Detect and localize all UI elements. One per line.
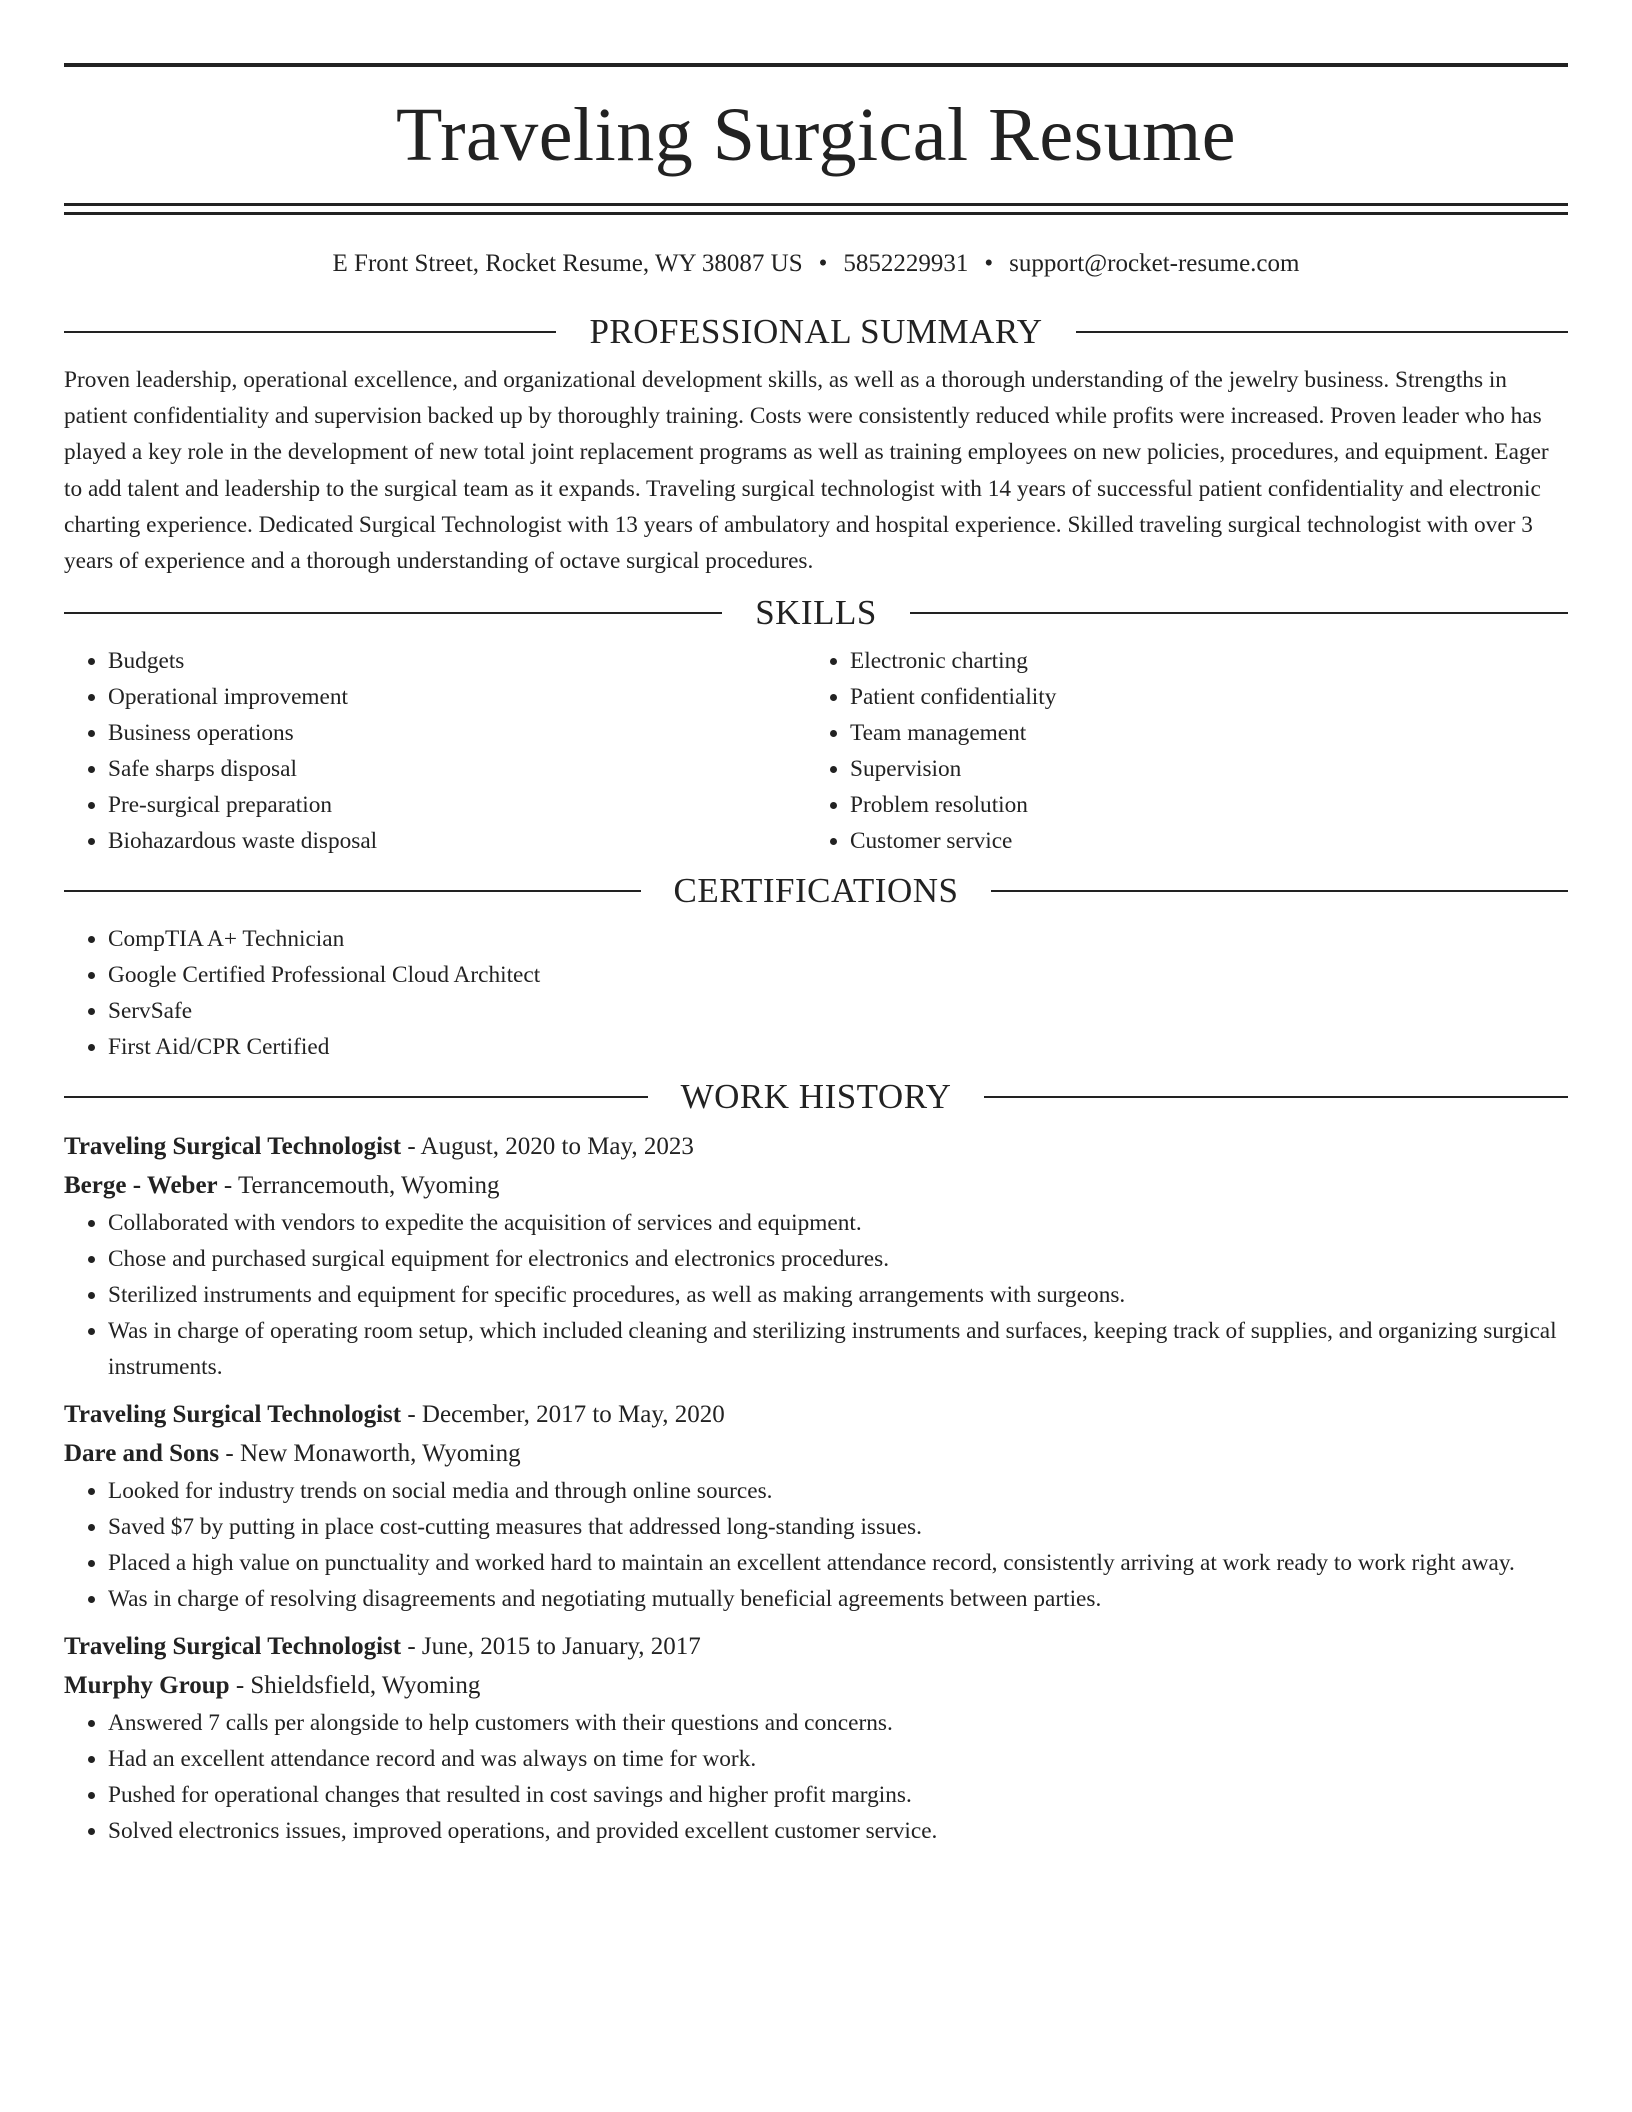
work-section-header [64, 1077, 1568, 1117]
contact-separator: • [984, 250, 994, 277]
job-duty-item: • Looked for industry trends on social media and through online sources. [108, 1473, 1568, 1509]
job-title-line [64, 1395, 1568, 1434]
skill-item: • Business operations [108, 715, 806, 751]
job-location: - Terrancemouth, Wyoming [217, 1172, 500, 1200]
skill-item: • Supervision [850, 751, 1548, 787]
job-title: Traveling Surgical Technologist [64, 1401, 402, 1429]
job-entry [64, 1395, 1568, 1617]
skill-item: • Pre-surgical preparation [108, 787, 806, 823]
skills-column-left [64, 643, 806, 859]
job-duty-item: • Was in charge of resolving disagreements and negotiating mutually beneficial agreements between parties. [108, 1581, 1568, 1617]
skill-item: • Customer service [850, 823, 1548, 859]
certification-item: • CompTIA A+ Technician [108, 921, 1568, 957]
certification-item: • Google Certified Professional Cloud Architect [108, 957, 1568, 993]
job-company-line [64, 1434, 1568, 1473]
job-duties [64, 1473, 1568, 1617]
job-duty-item: • Sterilized instruments and equipment for specific procedures, as well as making arrangements with surgeons. [108, 1277, 1568, 1313]
job-company: Dare and Sons [64, 1440, 220, 1468]
section-divider-right [910, 612, 1568, 614]
summary-heading: PROFESSIONAL SUMMARY [589, 312, 1043, 351]
certifications-heading: CERTIFICATIONS [673, 871, 959, 911]
section-divider-left [64, 331, 556, 333]
skill-item: • Operational improvement [108, 679, 806, 715]
job-title: Traveling Surgical Technologist [64, 1633, 402, 1661]
work-heading: WORK HISTORY [680, 1077, 952, 1117]
job-location: - New Monaworth, Wyoming [219, 1440, 521, 1468]
section-divider-left [64, 612, 722, 614]
section-divider-left [64, 1096, 648, 1098]
skill-item: • Safe sharps disposal [108, 751, 806, 787]
top-rule [64, 63, 1568, 67]
job-dates: - December, 2017 to May, 2020 [401, 1401, 725, 1429]
job-duty-item: • Answered 7 calls per alongside to help customers with their questions and concerns. [108, 1705, 1568, 1741]
skills-column-right [806, 643, 1548, 859]
job-dates: - August, 2020 to May, 2023 [401, 1133, 694, 1161]
job-duty-item: • Chose and purchased surgical equipment for electronics and electronics procedures. [108, 1241, 1568, 1277]
contact-email: support@rocket-resume.com [1009, 250, 1300, 277]
job-company-line [64, 1166, 1568, 1205]
job-duties [64, 1705, 1568, 1849]
job-entry [64, 1627, 1568, 1849]
section-divider-right [991, 890, 1568, 892]
job-duty-item: • Was in charge of operating room setup, which included cleaning and sterilizing instruments and surfaces, keeping track of supplies, and organizing surgical instruments. [108, 1313, 1568, 1385]
skill-item: • Biohazardous waste disposal [108, 823, 806, 859]
skill-item: • Problem resolution [850, 787, 1548, 823]
title-rule-upper [64, 203, 1568, 206]
skills-list [64, 643, 1568, 859]
job-duty-item: • Pushed for operational changes that resulted in cost savings and higher profit margins. [108, 1777, 1568, 1813]
job-duty-item: • Collaborated with vendors to expedite the acquisition of services and equipment. [108, 1205, 1568, 1241]
skill-item: • Budgets [108, 643, 806, 679]
job-duties [64, 1205, 1568, 1385]
contact-line [64, 249, 1568, 279]
job-title: Traveling Surgical Technologist [64, 1133, 402, 1161]
job-title-line [64, 1627, 1568, 1666]
skills-heading: SKILLS [755, 593, 877, 633]
certifications-list [64, 921, 1568, 1065]
certification-item: • ServSafe [108, 993, 1568, 1029]
section-divider-right [984, 1096, 1568, 1098]
certification-item: • First Aid/CPR Certified [108, 1029, 1568, 1065]
section-divider-right [1076, 331, 1568, 333]
contact-address: E Front Street, Rocket Resume, WY 38087 US [332, 250, 803, 277]
contact-phone: 5852229931 [843, 250, 969, 277]
job-company: Berge - Weber [64, 1172, 218, 1200]
page-title: Traveling Surgical Resume [395, 93, 1236, 177]
contact-separator: • [818, 250, 828, 277]
summary-section-header [64, 312, 1568, 352]
job-duty-item: • Saved $7 by putting in place cost-cutting measures that addressed long-standing issues. [108, 1509, 1568, 1545]
summary-text: Proven leadership, operational excellence, and organizational development skills, as well as a thorough understanding of the jewelry business. Strengths in patient confidentiality and supervision backed up by thoroughly training. Costs were consistently reduced while profits were increased. Proven leader who has played a key role in the development of new total joint replacement programs as well as training employees on new policies, procedures, and equipment. Eager to add talent and leadership to the surgical team as it expands. Traveling surgical technologist with 14 years of successful patient confidentiality and electronic charting experience. Dedicated Surgical Technologist with 13 years of ambulatory and hospital experience. Skilled traveling surgical technologist with over 3 years of experience and a thorough understanding of octave surgical procedures. [64, 367, 1549, 575]
certifications-section-header [64, 871, 1568, 911]
job-dates: - June, 2015 to January, 2017 [401, 1633, 701, 1661]
skills-section-header [64, 593, 1568, 633]
section-divider-left [64, 890, 641, 892]
job-duty-item: • Placed a high value on punctuality and worked hard to maintain an excellent attendance record, consistently arriving at work ready to work right away. [108, 1545, 1568, 1581]
job-location: - Shieldsfield, Wyoming [229, 1672, 481, 1700]
job-duty-item: • Solved electronics issues, improved operations, and provided excellent customer service. [108, 1813, 1568, 1849]
title-rule-lower [64, 212, 1568, 215]
job-title-line [64, 1127, 1568, 1166]
job-company-line [64, 1666, 1568, 1705]
job-company: Murphy Group [64, 1672, 230, 1700]
job-entry [64, 1127, 1568, 1385]
job-duty-item: • Had an excellent attendance record and was always on time for work. [108, 1741, 1568, 1777]
skill-item: • Electronic charting [850, 643, 1548, 679]
skill-item: • Patient confidentiality [850, 679, 1548, 715]
skill-item: • Team management [850, 715, 1548, 751]
